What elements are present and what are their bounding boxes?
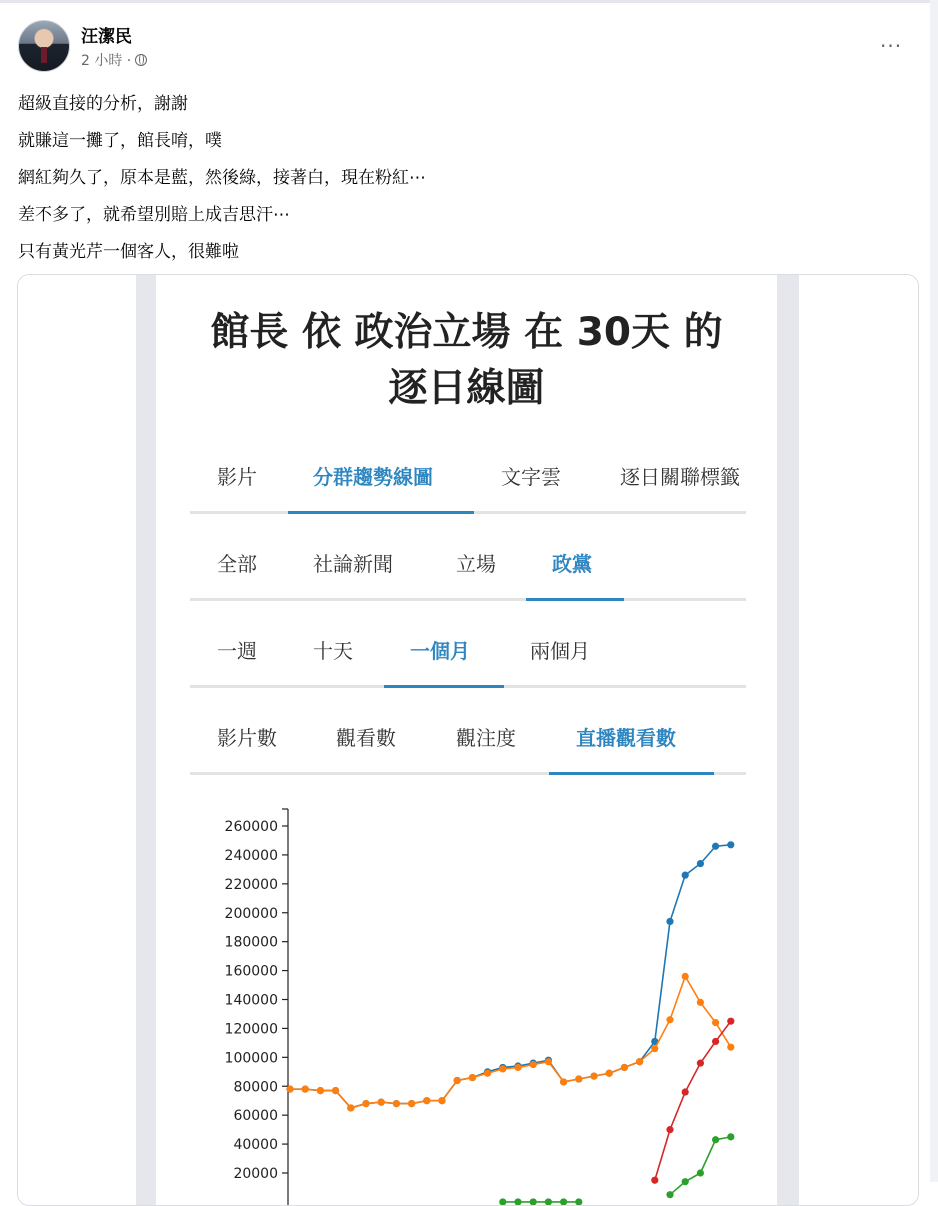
data-point-1 xyxy=(590,1073,597,1080)
data-point-1 xyxy=(378,1099,385,1106)
data-point-1 xyxy=(423,1097,430,1104)
post-meta xyxy=(81,50,147,70)
author-avatar[interactable] xyxy=(18,20,70,72)
data-point-2 xyxy=(697,1060,704,1067)
data-point-3 xyxy=(727,1133,734,1140)
data-point-1 xyxy=(666,1016,673,1023)
y-tick-label: 100000 xyxy=(224,1050,278,1067)
post-line: 就賺這一攤了，館長唷，噗 xyxy=(18,131,222,151)
data-point-1 xyxy=(712,1019,719,1026)
series-line-2 xyxy=(655,1021,731,1180)
tab-word-cloud[interactable]: 文字雲 xyxy=(501,465,561,489)
tab-news[interactable]: 社論新聞 xyxy=(313,552,393,576)
data-point-1 xyxy=(560,1078,567,1085)
data-point-3 xyxy=(712,1136,719,1143)
post-body xyxy=(18,86,426,271)
data-point-3 xyxy=(575,1198,582,1205)
data-point-1 xyxy=(317,1087,324,1094)
data-point-3 xyxy=(666,1191,673,1198)
page-right-edge xyxy=(930,0,938,1182)
post-line: 差不多了，就希望別賠上成吉思汗⋯ xyxy=(18,205,290,225)
screenshot-content xyxy=(156,275,777,1205)
y-tick-label: 220000 xyxy=(224,876,278,893)
data-point-1 xyxy=(545,1058,552,1065)
data-point-1 xyxy=(454,1077,461,1084)
y-tick-label: 80000 xyxy=(233,1079,278,1096)
y-tick-label: 200000 xyxy=(224,905,278,922)
tab-all[interactable]: 全部 xyxy=(217,552,257,576)
data-point-2 xyxy=(682,1088,689,1095)
data-point-0 xyxy=(666,918,673,925)
tab-active-underline xyxy=(549,772,714,775)
y-tick-label: 160000 xyxy=(224,963,278,980)
title-line-2: 逐日線圖 xyxy=(388,366,545,411)
tab-stance[interactable]: 立場 xyxy=(456,552,496,576)
data-point-3 xyxy=(514,1198,521,1205)
data-point-3 xyxy=(560,1198,567,1205)
tab-party[interactable]: 政黨 xyxy=(552,552,592,576)
tab-attention[interactable]: 觀注度 xyxy=(456,726,516,750)
attached-image-card[interactable] xyxy=(17,274,919,1206)
tab-two-months[interactable]: 兩個月 xyxy=(530,639,590,663)
tab-ten-days[interactable]: 十天 xyxy=(313,639,353,663)
data-point-1 xyxy=(286,1086,293,1093)
top-divider xyxy=(0,0,930,3)
more-options-button[interactable]: ··· xyxy=(880,34,903,58)
tab-one-month[interactable]: 一個月 xyxy=(410,639,470,663)
y-tick-label: 180000 xyxy=(224,934,278,951)
tab-active-underline xyxy=(288,511,474,514)
data-point-1 xyxy=(697,999,704,1006)
data-point-1 xyxy=(302,1086,309,1093)
data-point-1 xyxy=(347,1104,354,1111)
data-point-2 xyxy=(651,1177,658,1184)
series-line-3 xyxy=(670,1137,731,1195)
data-point-0 xyxy=(712,843,719,850)
data-point-1 xyxy=(682,973,689,980)
data-point-3 xyxy=(545,1198,552,1205)
post-line: 超級直接的分析，謝謝 xyxy=(18,94,188,114)
data-point-1 xyxy=(530,1061,537,1068)
line-chart xyxy=(156,795,777,1205)
data-point-1 xyxy=(484,1070,491,1077)
data-point-1 xyxy=(332,1087,339,1094)
data-point-3 xyxy=(697,1169,704,1176)
globe-icon xyxy=(135,54,147,66)
data-point-1 xyxy=(651,1045,658,1052)
tab-active-underline xyxy=(526,598,624,601)
data-point-3 xyxy=(499,1198,506,1205)
data-point-1 xyxy=(606,1070,613,1077)
data-point-0 xyxy=(727,841,734,848)
data-point-0 xyxy=(682,872,689,879)
tab-video[interactable]: 影片 xyxy=(217,465,257,489)
tabs-metric xyxy=(190,722,746,775)
data-point-1 xyxy=(438,1097,445,1104)
post-line: 只有黃光芹一個客人，很難啦 xyxy=(18,242,239,262)
tabs-period xyxy=(190,635,746,688)
author-name[interactable]: 汪潔民 xyxy=(81,27,132,47)
data-point-1 xyxy=(362,1100,369,1107)
y-tick-label: 140000 xyxy=(224,992,278,1009)
y-tick-label: 40000 xyxy=(233,1137,278,1154)
series-line-1 xyxy=(290,976,731,1108)
tab-cluster-trend[interactable]: 分群趨勢線圖 xyxy=(313,465,433,489)
data-point-1 xyxy=(636,1058,643,1065)
data-point-1 xyxy=(727,1044,734,1051)
tabs-view xyxy=(190,461,746,514)
title-line-1: 館長 依 政治立場 在 30天 的 xyxy=(210,310,723,355)
tab-week[interactable]: 一週 xyxy=(217,639,257,663)
data-point-1 xyxy=(469,1074,476,1081)
data-point-2 xyxy=(727,1018,734,1025)
tab-live-views[interactable]: 直播觀看數 xyxy=(576,726,676,750)
data-point-0 xyxy=(697,860,704,867)
screenshot-image xyxy=(136,275,799,1205)
tab-daily-tags[interactable]: 逐日關聯標籤 xyxy=(620,465,740,489)
tab-active-underline xyxy=(384,685,504,688)
y-tick-label: 240000 xyxy=(224,847,278,864)
y-tick-label: 20000 xyxy=(233,1166,278,1182)
data-point-2 xyxy=(712,1038,719,1045)
tab-view-count[interactable]: 觀看數 xyxy=(336,726,396,750)
tab-video-count[interactable]: 影片數 xyxy=(217,726,277,750)
data-point-1 xyxy=(408,1100,415,1107)
post-line: 網紅夠久了，原本是藍，然後綠，接著白，現在粉紅⋯ xyxy=(18,168,426,188)
y-tick-label: 260000 xyxy=(224,819,278,835)
data-point-1 xyxy=(393,1100,400,1107)
post-time[interactable]: 2 小時 · xyxy=(81,53,132,69)
data-point-3 xyxy=(530,1198,537,1205)
data-point-1 xyxy=(621,1064,628,1071)
tabs-category xyxy=(190,548,746,601)
data-point-1 xyxy=(575,1075,582,1082)
data-point-2 xyxy=(666,1126,673,1133)
y-tick-label: 60000 xyxy=(233,1108,278,1125)
y-tick-label: 120000 xyxy=(224,1021,278,1038)
data-point-1 xyxy=(499,1065,506,1072)
data-point-1 xyxy=(514,1064,521,1071)
chart-title xyxy=(156,305,777,417)
